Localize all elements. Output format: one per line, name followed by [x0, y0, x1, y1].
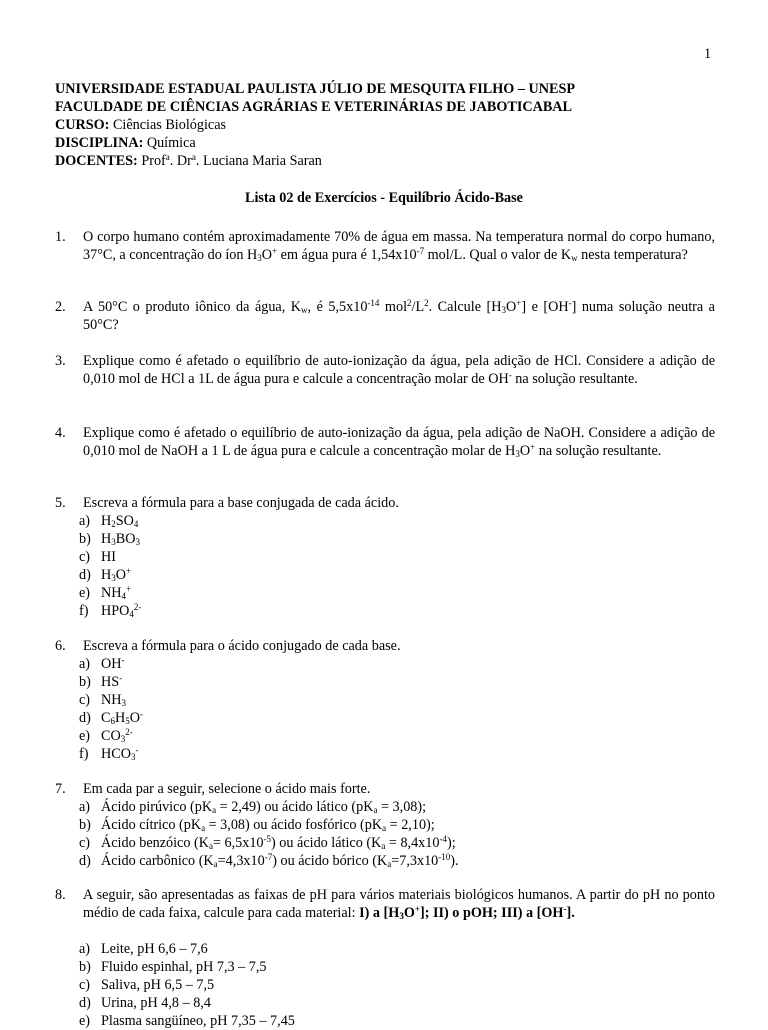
option-text: Plasma sangüíneo, pH 7,35 – 7,45 [101, 1013, 295, 1029]
option-item [79, 834, 459, 852]
option-text: HS- [101, 673, 123, 690]
disciplina-line [55, 134, 575, 152]
option-text: $CO_3^{2-}$ [101, 727, 133, 744]
option-item [79, 709, 143, 727]
docentes-label: DOCENTES: [55, 153, 138, 169]
option-text: $NH_4^+$ [101, 584, 132, 601]
disciplina-label: DISCIPLINA: [55, 135, 144, 151]
option-item [79, 745, 143, 763]
option-letter: a) [79, 656, 91, 672]
option-text: Urina, pH 4,8 – 8,4 [101, 995, 211, 1011]
option-letter: c) [79, 549, 91, 565]
option-text: $H_3BO_3$ [101, 531, 140, 547]
question-6: 6. Escreva a fórmula para o ácido conjugado de cada base. [55, 637, 715, 655]
option-letter: d) [79, 567, 91, 583]
curso-value: Ciências Biológicas [109, 117, 227, 133]
option-letter: e) [79, 1013, 91, 1029]
option-item [79, 691, 143, 709]
option-text: Saliva, pH 6,5 – 7,5 [101, 977, 215, 993]
option-item [79, 566, 141, 584]
option-item [79, 852, 459, 870]
question-text: Explique como é afetado o equilíbrio de auto-ionização da água, pela adição de HCl. Considere a adição de 0,010 mol de HCl a 1L de água pura e calcule a concentração molar de OH- na solução resultante. [83, 353, 715, 387]
option-item [79, 673, 143, 691]
option-text: $C_6H_5O^-$ [101, 709, 143, 726]
option-item [79, 602, 141, 620]
option-text: Leite, pH 6,6 – 7,6 [101, 941, 208, 957]
question-1: 1. O corpo humano contém aproximadamente 70% de água em massa. Na temperatura normal do corpo humano, 37°C, a concentração do íon $H_3O^+$ em água pura é $1,54x10^{-7}$ mol/L. Qual o valor de $K_w$ nesta temperatura? [55, 229, 715, 263]
option-item [79, 976, 295, 994]
option-item [79, 584, 141, 602]
question-6-options [79, 655, 143, 763]
question-text: A 50°C o produto iônico da água, $K_w$, é $5,5x10^{-14}$ $mol^2/L^2$. Calcule $[H_3O^+]$ e [OH-] numa solução neutra a 50°C? [83, 298, 715, 333]
option-text: Ácido benzóico $(K_a= 6,5x10^{-5})$ ou ácido lático $(K_a = 8,4x10^{-4})$; [101, 834, 456, 851]
option-text: $NH_3$ [101, 692, 126, 708]
option-item [79, 548, 141, 566]
question-3: 3. Explique como é afetado o equilíbrio de auto-ionização da água, pela adição de HCl. Considere a adição de 0,010 mol de HCl a 1L de água pura e calcule a concentração molar de OH- na solução resultante. [55, 353, 715, 387]
question-5: 5. Escreva a fórmula para a base conjugada de cada ácido. [55, 494, 715, 512]
page-number: 1 [704, 46, 712, 62]
option-letter: f) [79, 603, 89, 619]
question-4: 4. Explique como é afetado o equilíbrio de auto-ionização da água, pela adição de NaOH. Considere a adição de 0,010 mol de NaOH a 1 L de água pura e calcule a concentração molar de $H_3O^+$ na solução resultante. [55, 425, 715, 459]
university-name: UNIVERSIDADE ESTADUAL PAULISTA JÚLIO DE MESQUITA FILHO – UNESP [55, 81, 576, 97]
option-text: $H_3O^+$ [101, 566, 132, 583]
option-letter: d) [79, 710, 91, 726]
option-item [79, 816, 459, 834]
question-7-options [79, 798, 459, 870]
question-text: O corpo humano contém aproximadamente 70% de água em massa. Na temperatura normal do corpo humano, 37°C, a concentração do íon $H_3O^+$ em água pura é $1,54x10^{-7}$ mol/L. Qual o valor de $K_w$ nesta temperatura? [83, 229, 715, 263]
option-letter: d) [79, 995, 91, 1011]
option-item [79, 940, 295, 958]
faculty-name: FACULDADE DE CIÊNCIAS AGRÁRIAS E VETERINÁRIAS DE JABOTICABAL [55, 99, 573, 115]
question-text: Em cada par a seguir, selecione o ácido mais forte. [83, 781, 371, 797]
option-text: OH- [101, 655, 125, 672]
docentes-line [55, 152, 575, 170]
option-item [79, 994, 295, 1012]
question-7: 7. Em cada par a seguir, selecione o ácido mais forte. [55, 780, 715, 798]
option-item [79, 512, 141, 530]
option-letter: b) [79, 674, 91, 690]
option-text: Fluido espinhal, pH 7,3 – 7,5 [101, 959, 267, 975]
option-letter: b) [79, 531, 91, 547]
option-letter: a) [79, 513, 91, 529]
option-item [79, 727, 143, 745]
disciplina-value: Química [143, 135, 196, 151]
option-item [79, 530, 141, 548]
option-text: $H_2SO_4$ [101, 513, 139, 529]
option-letter: c) [79, 835, 91, 851]
option-item [79, 958, 295, 976]
question-8-options [79, 940, 295, 1030]
question-8: 8. A seguir, são apresentadas as faixas de pH para vários materiais biológicos humanos. A partir do pH no ponto médio de cada faixa, calcule para cada material: I) a $[H_3O^+]$; II) o pOH; III) a [OH-]. [55, 887, 715, 921]
document-header [55, 80, 575, 170]
docentes-value: Prof$^a$. Dr$^a$. Luciana Maria Saran [137, 152, 322, 169]
question-2: 2. A 50°C o produto iônico da água, $K_w$, é $5,5x10^{-14}$ $mol^2/L^2$. Calcule $[H_3O^+]$ e [OH-] numa solução neutra a 50°C? [55, 298, 715, 333]
option-item [79, 1012, 295, 1030]
option-letter: e) [79, 728, 91, 744]
option-text: Ácido carbônico $(K_a=4,3x10^{-7})$ ou ácido bórico $(K_a=7,3x10^{-10})$. [101, 852, 459, 869]
question-5-options [79, 512, 141, 620]
option-letter: a) [79, 941, 91, 957]
question-text: Explique como é afetado o equilíbrio de auto-ionização da água, pela adição de NaOH. Considere a adição de 0,010 mol de NaOH a 1 L de água pura e calcule a concentração molar de $H_3O^+$ na solução resultante. [83, 425, 715, 459]
question-text: Escreva a fórmula para o ácido conjugado de cada base. [83, 638, 401, 654]
option-letter: c) [79, 977, 91, 993]
option-letter: a) [79, 799, 91, 815]
curso-line [55, 116, 575, 134]
option-text: $HPO_4^{2-}$ [101, 602, 142, 619]
option-letter: e) [79, 585, 91, 601]
curso-label: CURSO: [55, 117, 110, 133]
option-letter: c) [79, 692, 91, 708]
option-letter: b) [79, 817, 91, 833]
option-letter: f) [79, 746, 89, 762]
option-text: Ácido cítrico $(pK_a = 3,08)$ ou ácido fosfórico $(pK_a = 2,10)$; [101, 817, 435, 833]
option-text: HI [101, 549, 116, 565]
option-item [79, 655, 143, 673]
option-text: $HCO_3^-$ [101, 745, 139, 762]
option-text: Ácido pirúvico $(pK_a = 2,49)$ ou ácido lático $(pK_a = 3,08)$; [101, 799, 427, 815]
document-title: Lista 02 de Exercícios - Equilíbrio Ácido-Base [245, 190, 523, 206]
question-text: A seguir, são apresentadas as faixas de pH para vários materiais biológicos humanos. A partir do pH no ponto médio de cada faixa, calcule para cada material: I) a $[H_3O^+]$; II) o pOH; III) a [OH-]. [83, 887, 715, 921]
option-item [79, 798, 459, 816]
option-letter: d) [79, 853, 91, 869]
question-text: Escreva a fórmula para a base conjugada de cada ácido. [83, 495, 399, 511]
option-letter: b) [79, 959, 91, 975]
